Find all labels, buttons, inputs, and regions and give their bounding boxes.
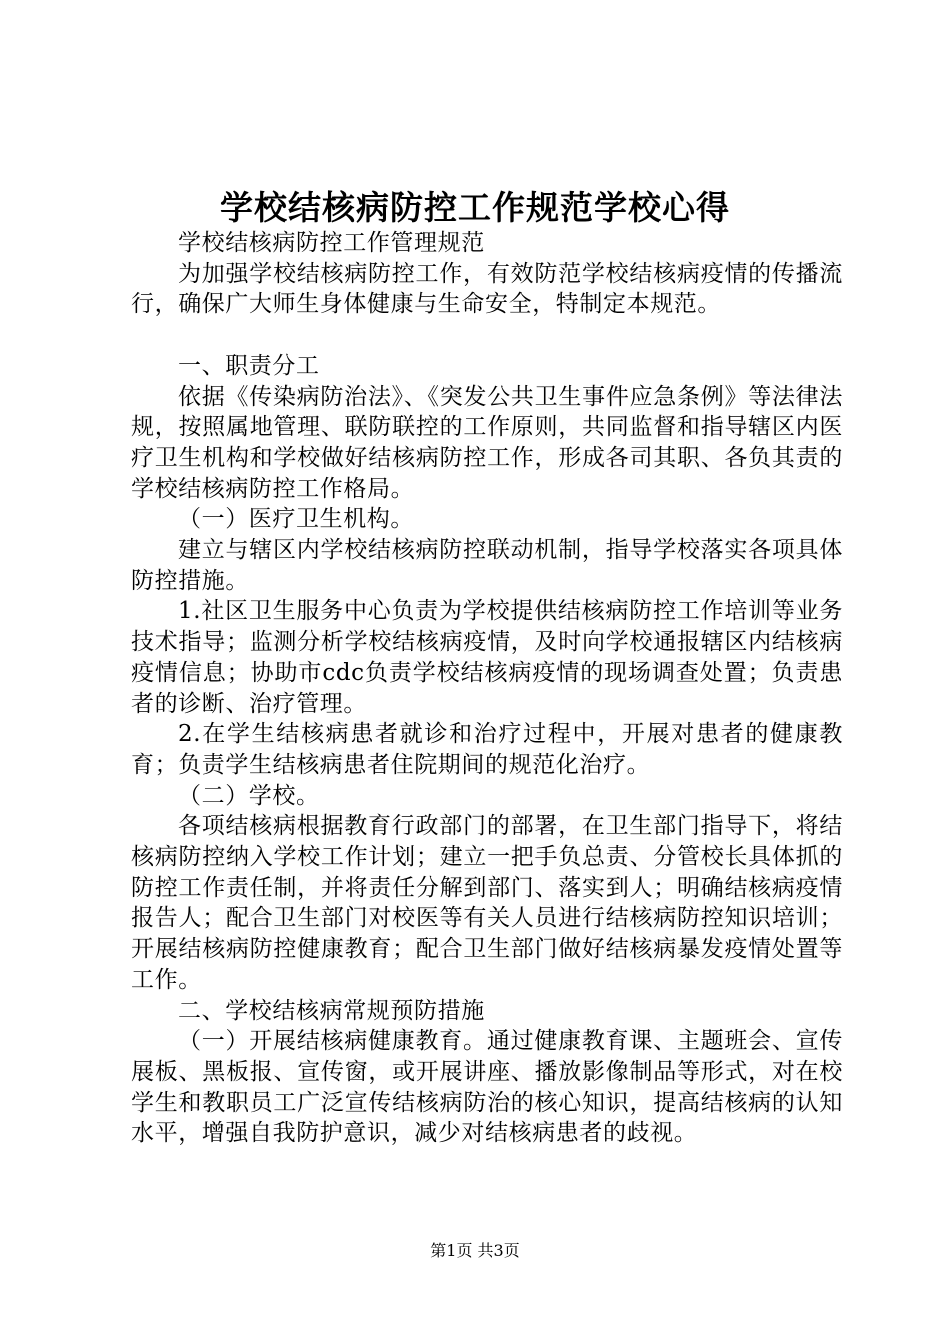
paragraph-intro: 为加强学校结核病防控工作，有效防范学校结核病疫情的传播流行，确保广大师生身体健康与生命安全，特制定本规范。 bbox=[131, 260, 843, 318]
paragraph-item-1: 1.社区卫生服务中心负责为学校提供结核病防控工作培训等业务技术指导；监测分析学校结核病疫情，及时向学校通报辖区内结核病疫情信息；协助市cdc负责学校结核病疫情的现场调查处置；负责患者的诊断、治疗管理。 bbox=[131, 598, 843, 717]
subsection-heading-medical: （一）医疗卫生机构。 bbox=[178, 506, 414, 533]
document-title: 学校结核病防控工作规范学校心得 bbox=[220, 188, 730, 227]
paragraph-health-education: （一）开展结核病健康教育。通过健康教育课、主题班会、宣传展板、黑板报、宣传窗，或开展讲座、播放影像制品等形式，对在校学生和教职员工广泛宣传结核病防治的核心知识，提高结核病的认知水平，增强自我防护意识，减少对结核病患者的歧视。 bbox=[131, 1028, 843, 1147]
document-body bbox=[131, 228, 843, 1149]
page-number-footer: 第1页 共3页 bbox=[430, 1241, 520, 1260]
paragraph-item-2: 2.在学生结核病患者就诊和治疗过程中，开展对患者的健康教育；负责学生结核病患者住院期间的规范化治疗。 bbox=[131, 721, 843, 778]
section-heading-prevention: 二、学校结核病常规预防措施 bbox=[178, 997, 485, 1024]
paragraph-school-duties: 各项结核病根据教育行政部门的部署，在卫生部门指导下，将结核病防控纳入学校工作计划；建立一把手负总责、分管校长具体抓的防控工作责任制，并将责任分解到部门、落实到人；明确结核病疫情报告人；配合卫生部门对校医等有关人员进行结核病防控知识培训；开展结核病防控健康教育；配合卫生部门做好结核病暴发疫情处置等工作。 bbox=[131, 813, 843, 993]
subsection-heading-school: （二）学校。 bbox=[178, 782, 320, 809]
paragraph-legal-basis: 依据《传染病防治法》、《突发公共卫生事件应急条例》等法律法规，按照属地管理、联防联控的工作原则，共同监督和指导辖区内医疗卫生机构和学校做好结核病防控工作，形成各司其职、各负其责的学校结核病防控工作格局。 bbox=[131, 383, 843, 502]
paragraph-subtitle: 学校结核病防控工作管理规范 bbox=[178, 230, 485, 256]
paragraph-medical-mechanism: 建立与辖区内学校结核病防控联动机制，指导学校落实各项具体防控措施。 bbox=[131, 537, 843, 594]
section-heading-responsibilities: 一、职责分工 bbox=[178, 352, 320, 379]
